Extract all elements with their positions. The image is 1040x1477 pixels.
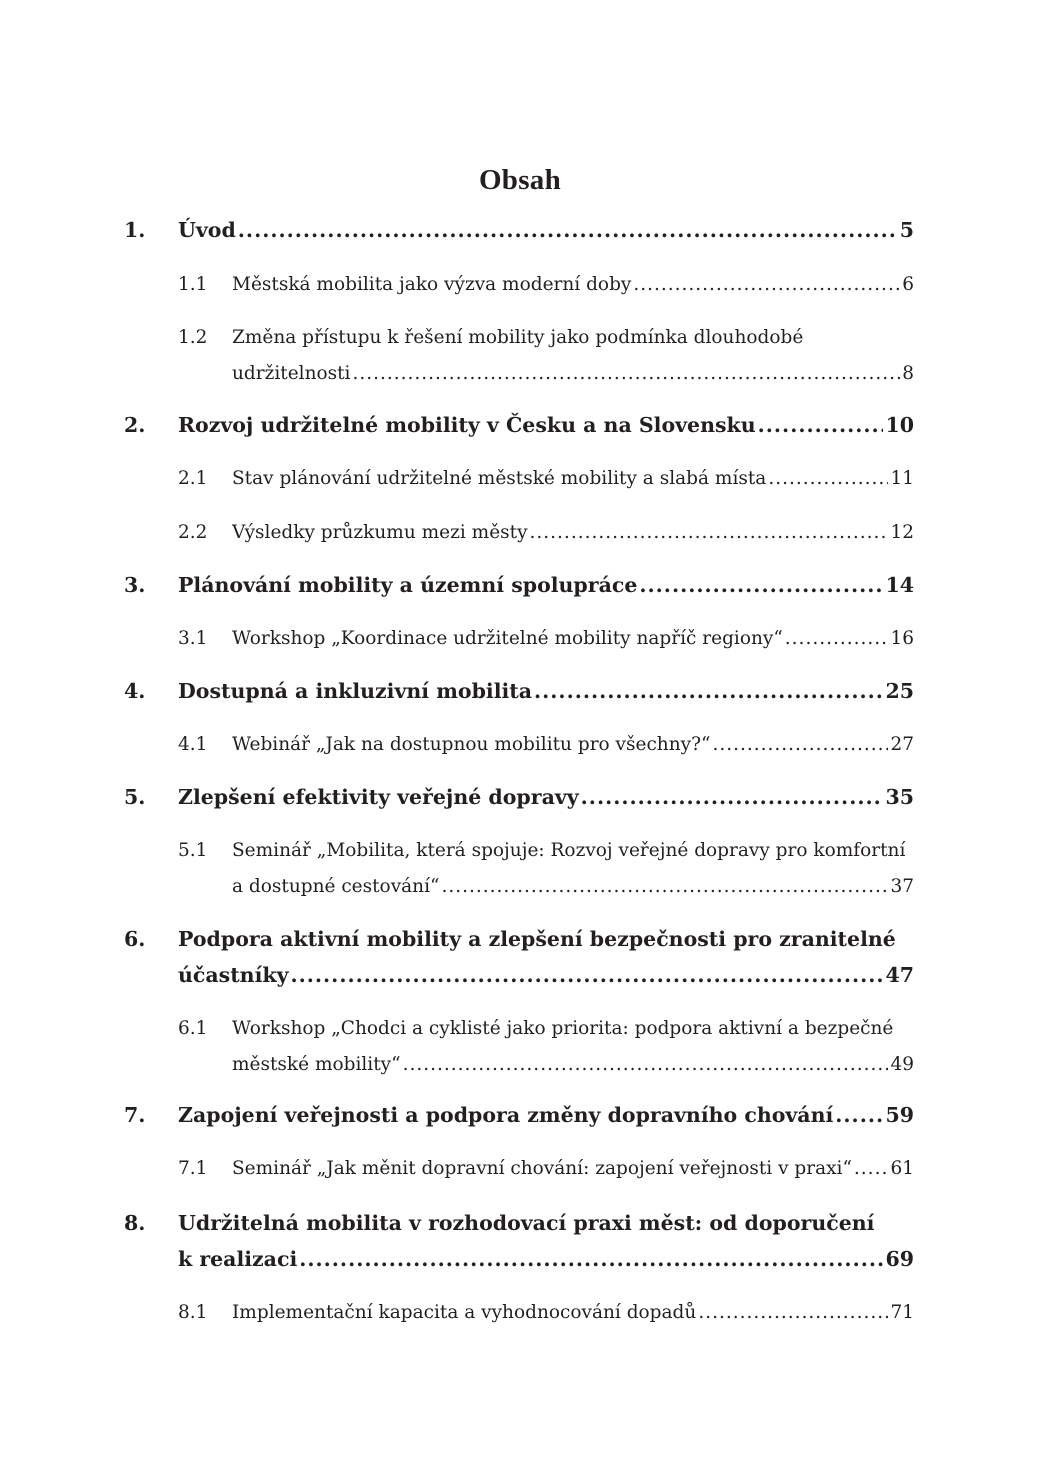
toc-entry-number: 2.1 — [178, 468, 208, 489]
toc-entry-title: Seminář „Jak měnit dopravní chování: zapojení veřejnosti v praxi“ — [232, 1158, 852, 1179]
toc-entry-title: městské mobility“ — [232, 1054, 401, 1075]
toc-entry-title: Udržitelná mobilita v rozhodovací praxi měst: od doporučení — [178, 1211, 875, 1235]
dot-leader — [698, 1295, 888, 1331]
toc-entry-number: 8.1 — [178, 1302, 208, 1323]
toc-page-number: 5 — [899, 218, 914, 242]
toc-entry-title: Zapojení veřejnosti a podpora změny dopravního chování — [178, 1103, 834, 1127]
toc-page-number: 16 — [890, 628, 914, 649]
dot-leader — [530, 515, 889, 551]
toc-page-number: 27 — [890, 734, 914, 755]
toc-entry-number: 2. — [124, 413, 146, 437]
toc-entry-number: 5. — [124, 785, 146, 809]
dot-leader — [854, 1151, 889, 1187]
dot-leader — [299, 1241, 883, 1277]
toc-entry-title: Úvod — [178, 218, 236, 242]
toc-entry-title: Rozvoj udržitelné mobility v Česku a na Slovensku — [178, 413, 756, 437]
toc-page-number: 10 — [885, 413, 914, 437]
toc-entry-title: účastníky — [178, 963, 289, 987]
dot-leader — [633, 267, 900, 303]
toc-entry-title: Workshop „Koordinace udržitelné mobility napříč regiony“ — [232, 628, 783, 649]
toc-entry-title: Podpora aktivní mobility a zlepšení bezpečnosti pro zranitelné — [178, 927, 896, 951]
toc-entry-title: a dostupné cestování“ — [232, 876, 440, 897]
toc-entry-title: Seminář „Mobilita, která spojuje: Rozvoj veřejné dopravy pro komfortní — [232, 840, 906, 861]
dot-leader — [785, 621, 889, 657]
toc-entry-title: Výsledky průzkumu mezi městy — [232, 522, 528, 543]
dot-leader — [712, 727, 888, 763]
toc-entry-title: Změna přístupu k řešení mobility jako podmínka dlouhodobé — [232, 327, 804, 348]
dot-leader — [581, 779, 884, 815]
toc-page-number: 8 — [902, 363, 914, 384]
toc-entry-title: Dostupná a inkluzivní mobilita — [178, 679, 533, 703]
dot-leader — [441, 869, 888, 905]
toc-entry-number: 3. — [124, 573, 146, 597]
toc-entry-title: Městská mobilita jako výzva moderní doby — [232, 274, 632, 295]
toc-entry-title: Workshop „Chodci a cyklisté jako priorita: podpora aktivní a bezpečné — [232, 1018, 894, 1039]
toc-entry-number: 3.1 — [178, 628, 208, 649]
dot-leader — [291, 957, 884, 993]
dot-leader — [238, 212, 898, 248]
toc-page-number: 59 — [885, 1103, 914, 1127]
toc-entry-number: 1.1 — [178, 274, 208, 295]
dot-leader — [768, 461, 888, 497]
toc-page-number: 35 — [885, 785, 914, 809]
toc-entry-number: 1. — [124, 218, 146, 242]
toc-page-number: 14 — [885, 573, 914, 597]
toc-page-number: 71 — [890, 1302, 914, 1323]
toc-entry-number: 7. — [124, 1103, 146, 1127]
page-title: Obsah — [478, 164, 562, 196]
toc-entry-title: Plánování mobility a územní spolupráce — [178, 573, 638, 597]
toc-entry-number: 6.1 — [178, 1018, 208, 1039]
toc-page-number: 69 — [885, 1247, 914, 1271]
toc-entry-number: 2.2 — [178, 522, 208, 543]
toc-entry-title: k realizaci — [178, 1247, 298, 1271]
toc-page-number: 49 — [890, 1054, 914, 1075]
dot-leader — [352, 356, 900, 392]
dot-leader — [758, 407, 884, 443]
dot-leader — [534, 673, 883, 709]
toc-page-number: 37 — [890, 876, 914, 897]
toc-entry-title: udržitelnosti — [232, 363, 351, 384]
toc-entry-title: Zlepšení efektivity veřejné dopravy — [178, 785, 579, 809]
dot-leader — [835, 1097, 883, 1133]
toc-page-number: 6 — [902, 274, 914, 295]
toc-page-number: 25 — [885, 679, 914, 703]
toc-entry-number: 8. — [124, 1211, 146, 1235]
dot-leader — [639, 567, 883, 603]
toc-entry-number: 1.2 — [178, 327, 208, 348]
toc-page-number: 12 — [890, 522, 914, 543]
toc-entry-number: 7.1 — [178, 1158, 208, 1179]
toc-entry-title: Webinář „Jak na dostupnou mobilitu pro všechny?“ — [232, 734, 711, 755]
toc-page-number: 47 — [885, 963, 914, 987]
toc-entry-title: Implementační kapacita a vyhodnocování dopadů — [232, 1302, 697, 1323]
dot-leader — [403, 1047, 889, 1083]
toc-entry-number: 4. — [124, 679, 146, 703]
toc-entry-number: 5.1 — [178, 840, 208, 861]
toc-page-number: 11 — [890, 468, 914, 489]
toc-entry-number: 4.1 — [178, 734, 208, 755]
toc-page-number: 61 — [890, 1158, 914, 1179]
toc-entry-title: Stav plánování udržitelné městské mobility a slabá místa — [232, 468, 767, 489]
toc-entry-number: 6. — [124, 927, 146, 951]
